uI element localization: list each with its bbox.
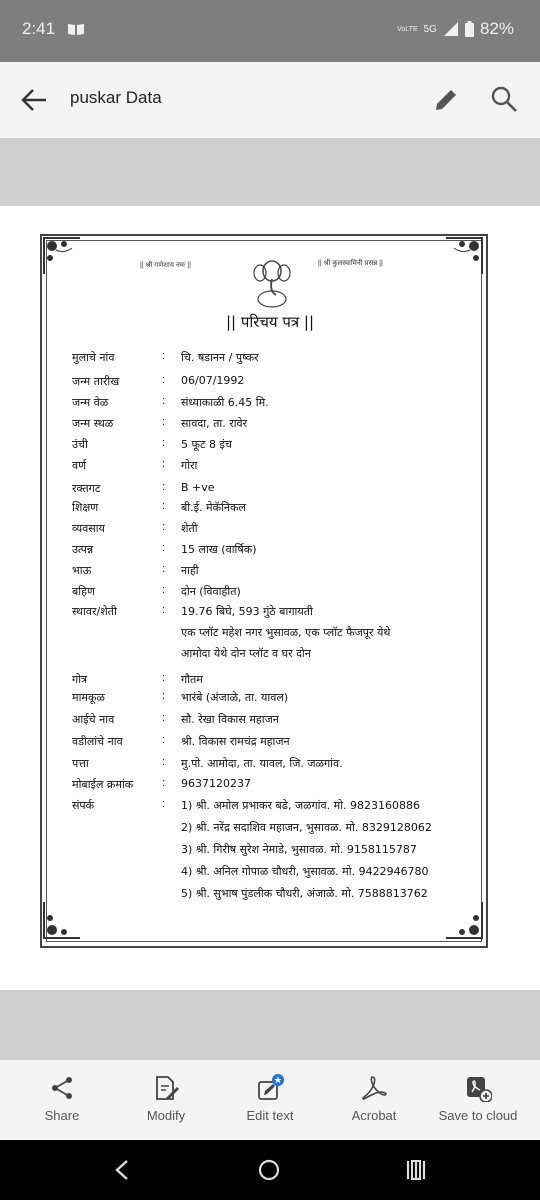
battery-icon xyxy=(465,21,474,37)
field-separator: : xyxy=(162,395,166,407)
field-value: 9637120237 xyxy=(181,777,251,790)
field-label: भाऊ xyxy=(72,564,92,577)
field-separator: : xyxy=(162,777,166,789)
status-icons xyxy=(397,19,514,39)
field-value: नाही xyxy=(181,564,199,577)
field-separator: : xyxy=(162,734,166,746)
corner-ornament-icon xyxy=(444,236,484,276)
field-value: 19.76 बिघे, 593 गुंठे बागायती xyxy=(181,605,313,618)
field-separator: : xyxy=(162,481,166,493)
field-separator: : xyxy=(162,350,166,362)
field-label: शिक्षण xyxy=(72,501,99,514)
edit-text-button[interactable] xyxy=(218,1060,322,1140)
field-value: B +ve xyxy=(181,481,215,494)
field-value: 06/07/1992 xyxy=(181,374,245,387)
field-separator: : xyxy=(162,584,166,596)
field-separator: : xyxy=(162,542,166,554)
field-separator: : xyxy=(162,416,166,428)
field-value: चि. षडानन / पुष्कर xyxy=(181,351,259,364)
field-value: 4) श्री. अनिल गोपाळ चौधरी, भुसावळ. मो. 9422946780 xyxy=(181,865,429,878)
volte-indicator: VoLTE xyxy=(397,25,418,33)
back-arrow-icon[interactable] xyxy=(20,86,48,114)
field-value: मु.पो. आमोदा, ता. यावल, जि. जळगांव. xyxy=(181,757,343,770)
field-separator: : xyxy=(162,437,166,449)
field-separator: : xyxy=(162,672,166,684)
field-value: संध्याकाळी 6.45 मि. xyxy=(181,396,269,409)
field-separator: : xyxy=(162,563,166,575)
field-value: गौतम xyxy=(181,673,203,686)
field-value: शेती xyxy=(181,522,198,535)
field-value: 3) श्री. गिरीष सुरेश नेमाडे, भुसावळ. मो. 9158115787 xyxy=(181,843,417,856)
acrobat-icon xyxy=(360,1074,388,1102)
share-button[interactable] xyxy=(10,1060,114,1140)
field-label: बहिण xyxy=(72,585,95,598)
field-separator: : xyxy=(162,756,166,768)
field-value: 5) श्री. सुभाष पुंडलीक चौधरी, अंजाळे. मो. 7588813762 xyxy=(181,887,428,900)
battery-level: 82% xyxy=(479,19,514,38)
field-value: दोन (विवाहीत) xyxy=(181,585,241,598)
field-value: एक प्लॉट महेश नगर भुसावळ, एक प्लॉट फैजपूर येथे xyxy=(181,626,391,639)
corner-ornament-icon xyxy=(42,900,82,940)
signal-icon xyxy=(443,21,459,37)
field-label: जन्म स्थळ xyxy=(72,417,114,430)
field-label: वर्ण xyxy=(72,459,87,472)
field-value: आमोदा येथे दोन प्लॉट व घर दोन xyxy=(181,647,311,660)
field-label: आईचे नाव xyxy=(72,713,115,726)
field-value: 1) श्री. अमोल प्रभाकर बढे, जळगांव. मो. 9823160886 xyxy=(181,799,421,812)
acrobat-button[interactable] xyxy=(322,1060,426,1140)
field-value: श्री. विकास रामचंद्र महाजन xyxy=(181,735,290,748)
share-label: Share xyxy=(44,1108,80,1123)
field-label: उंची xyxy=(72,438,88,451)
system-nav-bar xyxy=(0,1140,540,1200)
field-separator: : xyxy=(162,712,166,724)
header-invocation-right: || श्री कुलस्वामिनी प्रसन्न || xyxy=(318,260,383,267)
nav-recents-icon[interactable] xyxy=(405,1160,427,1180)
field-label: जन्म वेळ xyxy=(72,396,109,409)
cloud-save-icon xyxy=(464,1074,492,1102)
page-gap-top xyxy=(0,138,540,206)
search-icon[interactable] xyxy=(490,85,518,113)
status-time: 2:41 xyxy=(22,19,56,38)
acrobat-label: Acrobat xyxy=(351,1108,397,1123)
edit-text-icon xyxy=(256,1074,284,1102)
document-title: || परिचय पत्र || xyxy=(225,313,315,331)
field-value: सौ. रेखा विकास महाजन xyxy=(181,713,279,726)
field-separator: : xyxy=(162,458,166,470)
field-value: बी.ई. मेकॅनिकल xyxy=(181,501,246,514)
network-type: 5G xyxy=(423,23,437,35)
pencil-icon[interactable] xyxy=(432,86,460,114)
modify-button[interactable] xyxy=(114,1060,218,1140)
save-to-cloud-label: Save to cloud xyxy=(438,1108,518,1123)
field-separator: : xyxy=(162,521,166,533)
field-label: उत्पन्न xyxy=(72,543,94,556)
nav-home-icon[interactable] xyxy=(258,1159,280,1181)
header-invocation-left: || श्री गणेशाय नमः || xyxy=(140,262,191,269)
modify-document-icon xyxy=(152,1074,180,1102)
field-label: संपर्क xyxy=(72,799,95,812)
field-separator: : xyxy=(162,690,166,702)
field-value: सावदा, ता. रावेर xyxy=(181,417,248,430)
document-name: puskar Data xyxy=(70,88,162,107)
save-to-cloud-button[interactable] xyxy=(426,1060,530,1140)
field-label: स्थावर/शेती xyxy=(72,605,117,618)
field-value: 2) श्री. नरेंद्र सदाशिव महाजन, भुसावळ. मो. 8329128062 xyxy=(181,821,432,834)
field-label: व्यवसाय xyxy=(72,522,105,535)
biodata-card-border xyxy=(40,234,488,948)
edit-text-label: Edit text xyxy=(246,1108,294,1123)
field-label: गोत्र xyxy=(72,673,88,686)
app-bar xyxy=(0,62,540,138)
field-label: वडीलांचे नाव xyxy=(72,735,123,748)
share-icon xyxy=(48,1074,76,1102)
field-value: 15 लाख (वार्षिक) xyxy=(181,543,257,556)
field-separator: : xyxy=(162,500,166,512)
field-value: गोरा xyxy=(181,459,198,472)
nav-back-icon[interactable] xyxy=(114,1159,130,1181)
field-value: 5 फूट 8 इंच xyxy=(181,438,232,451)
field-separator: : xyxy=(162,798,166,810)
field-separator: : xyxy=(162,374,166,386)
bottom-toolbar xyxy=(0,1060,540,1140)
field-value: भारंबे (अंजाळे, ता. यावल) xyxy=(181,691,289,704)
ganesha-emblem-icon xyxy=(252,257,292,309)
corner-ornament-icon xyxy=(42,236,82,276)
field-label: मुलाचे नांव xyxy=(72,351,115,364)
page-gap-bottom xyxy=(0,990,540,1060)
field-label: मामकूळ xyxy=(72,691,105,704)
field-label: जन्म तारीख xyxy=(72,375,120,388)
field-label: पत्ता xyxy=(72,757,89,770)
field-label: रक्तगट xyxy=(72,482,101,495)
status-bar xyxy=(0,0,540,62)
book-icon xyxy=(67,23,85,36)
field-label: मोबाईल क्रमांक xyxy=(72,778,134,791)
modify-label: Modify xyxy=(146,1108,186,1123)
field-separator: : xyxy=(162,604,166,616)
corner-ornament-icon xyxy=(444,900,484,940)
